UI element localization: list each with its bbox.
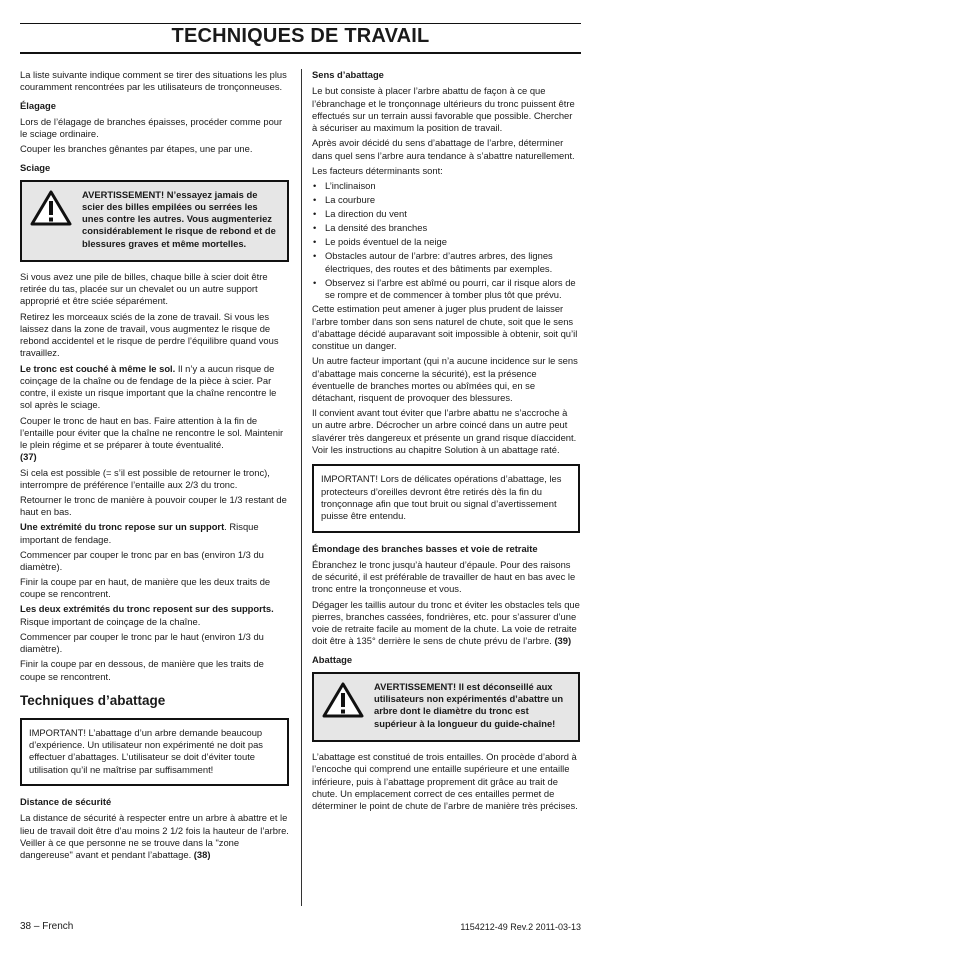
paragraph-avoid-hanging: Il convient avant tout éviter que l’arbre abattu ne s’accroche à un autre arbre. Décrocher un arbre coincé dans un autre peut sîavérer très dangereux et présente un grand risque díaccident. Voir les instructions au chapitre Solution à un abattage raté. (312, 407, 577, 456)
paragraph-finish-from-below: Finir la coupe par en dessous, de manière que les traits de coupe se rencontrent. (20, 658, 264, 682)
list-item: • Le poids éventuel de la neige (312, 236, 580, 248)
list-item: • La densité des branches (312, 222, 580, 234)
paragraph-one-end-supported (20, 521, 289, 546)
paragraph-cut-top-down (20, 415, 289, 464)
paragraph-if-possible: Si cela est possible (= s’il est possible de retourner le tronc), interrompre de préférence l’entaille aux 2/3 du tronc. (20, 466, 270, 490)
factors-list (312, 180, 580, 301)
warning-triangle-icon (30, 190, 72, 226)
title-bottom-rule (20, 52, 581, 54)
figure-ref-38: (38) (193, 849, 211, 861)
clear-undergrowth-text: Dégager les taillis autour du tronc et éviter les obstacles tels que pierres, branches cassées, fondrières, etc. pour s’assurer d’une voie de retraite facile au moment de la chute. La voie de retraite doit être à 135° derrière le sens de chute prévu de l’arbre. (312, 598, 580, 647)
paragraph-factors: Les facteurs déterminants sont: (312, 164, 443, 176)
paragraph-both-ends-supported (20, 603, 289, 628)
paragraph-goal: Le but consiste à placer l’arbre abattu de façon à ce que l’ébranchage et le tronçonnage ultérieurs du tronc puissent être effectués sur un terrain aussi favorable que possible. Chercher à sécuriser au maximum la position de travail. (312, 85, 575, 134)
both-ends-supported-text: Risque important de coinçage de la chaîne. (20, 615, 201, 627)
list-item: • La direction du vent (312, 208, 580, 220)
both-ends-supported-lead: Les deux extrémités du tronc reposent sur des supports. (20, 603, 274, 615)
page-number: 38 – French (20, 921, 74, 932)
paragraph-start-from-below: Commencer par couper le tronc par en bas (environ 1/3 du diamètre). (20, 548, 264, 572)
page-title: TECHNIQUES DE TRAVAIL (171, 25, 430, 47)
important-text-ear-protection: IMPORTANT! Lors de délicates opérations d’abattage, les protecteurs d’oreilles devront être retirés dès la fin du tronçonnage afin que tout bruit ou signal d’avertissement puisse être entendu. (321, 473, 562, 522)
one-end-supported-lead: Une extrémité du tronc repose sur un support (20, 521, 225, 533)
list-item: • L’inclinaison (312, 180, 580, 192)
paragraph-felling-cuts: L’abattage est constitué de trois entailles. On procède d’abord à l’encoche qui comprend une entaille supérieure et une entaille inférieure, puis à l’abattage proprement dit grâce au trait de chute. Un emplacement correct de ces entailles permet de déterminer le point de chute de l’arbre de manière très précises. (312, 751, 578, 812)
paragraph-log-pile: Si vous avez une pile de billes, chaque bille à scier doit être retirée du tas, placée sur un chevalet ou un autre support approprié et être sciée séparément. (20, 270, 268, 307)
elagage-paragraph-2: Couper les branches gênantes par étapes, une par une. (20, 143, 253, 155)
important-box-experience (20, 718, 289, 786)
paragraph-after-deciding: Après avoir décidé du sens d’abattage de l’arbre, déterminer dans quel sens l’arbre aura tendance à s’abattre naturellement. (312, 137, 575, 161)
warning-box-stacked-logs (20, 180, 289, 262)
paragraph-safety-distance (20, 812, 289, 861)
abattage-heading: Abattage (312, 653, 353, 665)
paragraph-clear-undergrowth (312, 599, 580, 648)
trunk-on-ground-lead: Le tronc est couché à même le sol. (20, 362, 176, 374)
cut-top-down-text: Couper le tronc de haut en bas. Faire attention à la fin de l’entaille pour éviter que la chaîne ne rencontre le sol. Maintenir le plein régime et se préparer à toute éventualité. (20, 414, 284, 451)
one-end-supported-text: . Risque important de fendage. (20, 521, 259, 545)
trunk-on-ground-text: Il n’y a aucun risque de coinçage de la chaîne ou de fendage de la pièce à scier. Par contre, il existe un risque important que la chaîne rencontre le sol après le sciage. (20, 362, 277, 411)
paragraph-limb-trunk: Ébranchez le tronc jusqu’à hauteur d’épaule. Pour des raisons de sécurité, il est préférable de travailler de haut en bas avec le tronc entre la tronçonneuse et vous. (312, 558, 576, 595)
list-item: • Obstacles autour de l’arbre: d’autres arbres, des lignes électriques, des routes et des bâtiments par exemples. (312, 250, 580, 275)
safety-distance-text: La distance de sécurité à respecter entre un arbre à abattre et le lieu de travail doit être d’au moins 2 1/2 fois la hauteur de l’arbre. Veiller à ce que personne ne se trouve dans la "zone dangereuse" avant et pendant l’abattage. (20, 812, 289, 861)
paragraph-remove-pieces: Retirez les morceaux sciés de la zone de travail. Si vous les laissez dans la zone de travail, vous augmentez le risque de rebond accidentel et le risque de perdre l’équilibre quand vous travaillez. (20, 310, 279, 359)
column-divider (301, 69, 302, 906)
paragraph-start-from-top: Commencer par couper le tronc par le haut (environ 1/3 du diamètre). (20, 630, 264, 655)
left-column (20, 69, 289, 864)
section-heading-felling: Techniques d’abattage (20, 692, 166, 708)
sciage-heading: Sciage (20, 161, 51, 173)
paragraph-trunk-on-ground (20, 363, 289, 412)
intro-paragraph: La liste suivante indique comment se tirer des situations les plus couramment rencontrées par les utilisateurs de tronçonneuses. (20, 69, 287, 93)
warning-triangle-icon (322, 682, 364, 718)
paragraph-estimation: Cette estimation peut amener à juger plus prudent de laisser l’arbre tomber dans son sens naturel de chute, soit que le sens d’abattage décidé auparavant soit impossible à obtenir, soit qu’il constitue un danger. (312, 303, 578, 352)
figure-ref-39: (39) (554, 635, 572, 647)
title-top-rule (20, 23, 581, 24)
elagage-paragraph-1: Lors de l’élagage de branches épaisses, procéder comme pour le sciage ordinaire. (20, 115, 283, 140)
list-item: • La courbure (312, 194, 580, 206)
paragraph-turn-trunk: Retourner le tronc de manière à pouvoir couper le 1/3 restant de haut en bas. (20, 493, 287, 518)
sens-heading: Sens d’abattage (312, 69, 384, 80)
figure-ref-37: (37) (20, 451, 37, 463)
warning-text-inexperienced: AVERTISSEMENT! Il est déconseillé aux utilisateurs non expérimentés d’abattre un arbre dont le diamètre du tronc est supérieur à la longueur du guide-chaîne! (374, 681, 564, 729)
emondage-heading: Émondage des branches basses et voie de retraite (312, 542, 538, 554)
paragraph-other-factor: Un autre facteur important (qui n’a aucune incidence sur le sens d’abattage mais concerne la sécurité), est la présence éventuelle de branches mortes ou abîmées qui, en se détachant, risquent de provoquer des blessures. (312, 355, 578, 404)
elagage-heading: Élagage (20, 99, 56, 111)
list-item: • Observez si l’arbre est abîmé ou pourri, car il risque alors de se rompre et de commencer à tomber plus tôt que prévu. (312, 277, 580, 302)
warning-text-stacked-logs: AVERTISSEMENT! N’essayez jamais de scier des billes empilées ou serrées les unes contre les autres. Vous augmenteriez considérablement le risque de rebond et de blessures graves et même mortelles. (82, 188, 276, 249)
important-box-ear-protection (312, 464, 580, 532)
distance-heading: Distance de sécurité (20, 796, 112, 808)
important-text-experience: IMPORTANT! L’abattage d’un arbre demande beaucoup d’expérience. Un utilisateur non expérimenté ne doit pas effectuer d’abattages. L’utilisateur se doit d’éviter toute utilisation qu’il ne maîtrise par suffisamment! (29, 726, 263, 775)
document-reference: 1154212-49 Rev.2 2011-03-13 (460, 922, 581, 932)
paragraph-finish-from-top: Finir la coupe par en haut, de manière que les deux traits de coupe se rencontrent. (20, 576, 271, 600)
warning-box-inexperienced (312, 672, 580, 742)
right-column (312, 69, 580, 815)
